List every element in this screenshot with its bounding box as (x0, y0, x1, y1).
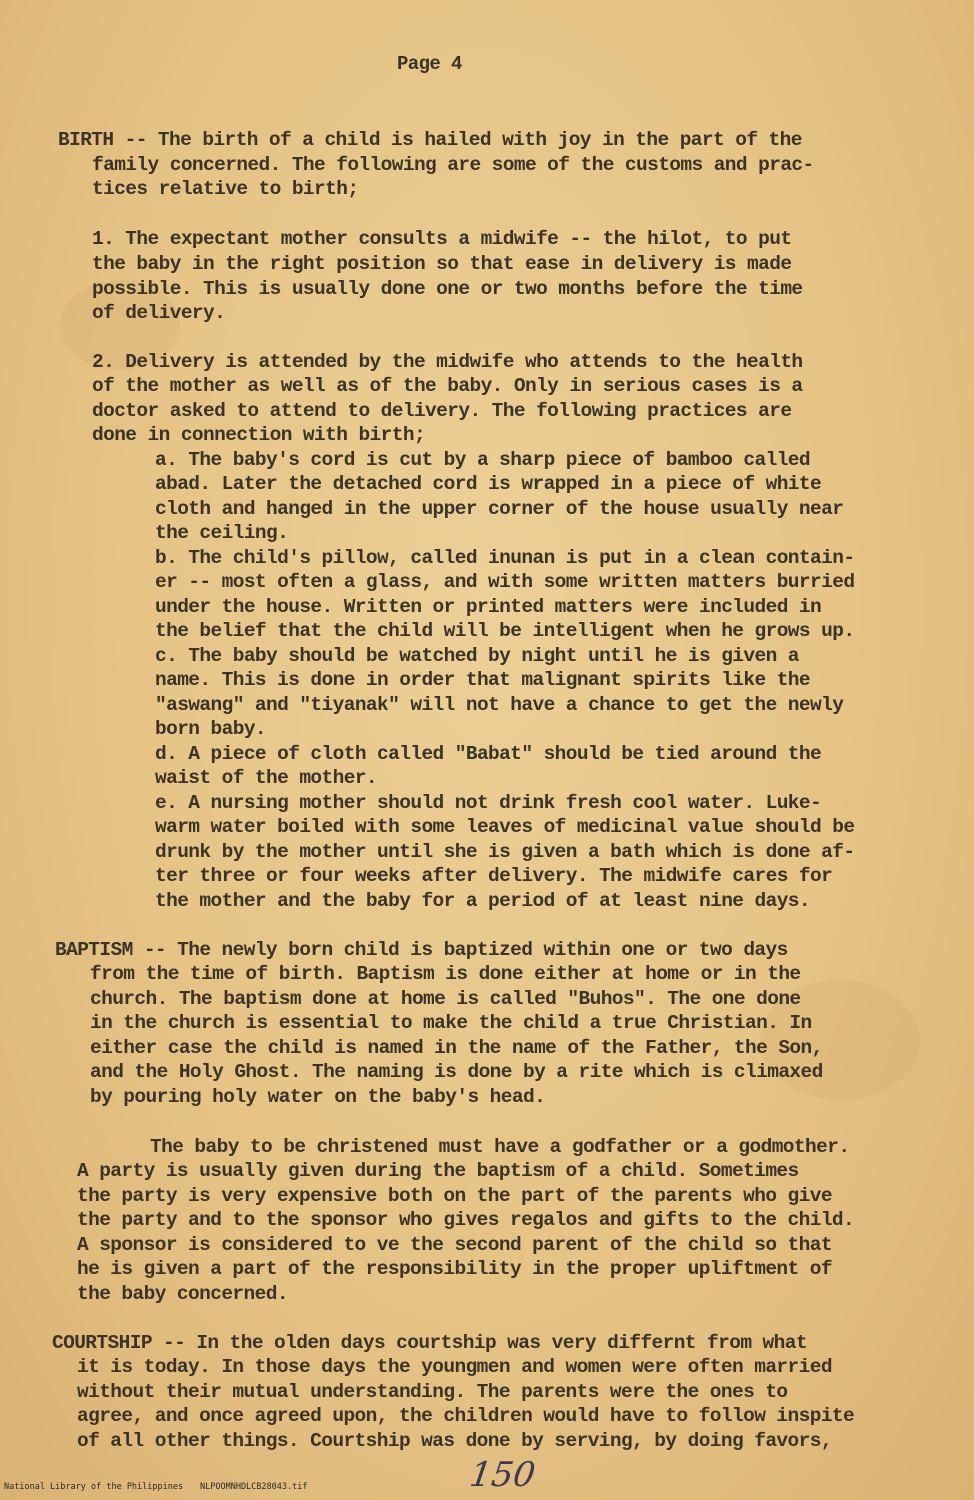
birth-item1-line: 1. The expectant mother consults a midwife -- the hilot, to put (92, 228, 792, 250)
birth-sub-e-line: warm water boiled with some leaves of medicinal value should be (155, 816, 855, 838)
baptism-para2-line: A sponsor is considered to ve the second parent of the child so that (77, 1234, 832, 1256)
birth-sub-d-line: d. A piece of cloth called "Babat" should be tied around the (155, 743, 822, 765)
baptism-para1-line: by pouring holy water on the baby's head. (90, 1086, 546, 1108)
birth-sub-c-line: name. This is done in order that malignant spirits like the (155, 669, 811, 691)
baptism-para2-line: The baby to be christened must have a godfather or a godmother. (150, 1136, 850, 1158)
birth-intro-line: tices relative to birth; (92, 178, 359, 200)
birth-sub-b-line: under the house. Written or printed matters were included in (155, 596, 822, 618)
birth-sub-a-line: abad. Later the detached cord is wrapped in a piece of white (155, 473, 822, 495)
courtship-para1-line: agree, and once agreed upon, the children would have to follow inspite (77, 1405, 855, 1427)
baptism-para1-line: church. The baptism done at home is called "Buhos". The one done (90, 988, 801, 1010)
birth-item2-line: doctor asked to attend to delivery. The following practices are (92, 400, 792, 422)
birth-sub-e-line: drunk by the mother until she is given a bath which is done af- (155, 841, 855, 863)
baptism-para2-line: the party and to the sponsor who gives regalos and gifts to the child. (77, 1209, 855, 1231)
footer-file-label: NLPOOMNHDLCB28043.tif (200, 1482, 308, 1492)
birth-item2-line: done in connection with birth; (92, 424, 426, 446)
baptism-para1-line: from the time of birth. Baptism is done either at home or in the (90, 963, 801, 985)
birth-sub-e-line: e. A nursing mother should not drink fresh cool water. Luke- (155, 792, 822, 814)
handwritten-page-number: 150 (467, 1455, 538, 1495)
birth-sub-a-line: the ceiling. (155, 522, 289, 544)
birth-sub-c-line: "aswang" and "tiyanak" will not have a chance to get the newly (155, 694, 844, 716)
birth-sub-e-line: the mother and the baby for a period of at least nine days. (155, 890, 811, 912)
birth-sub-b-line: er -- most often a glass, and with some written matters burried (155, 571, 855, 593)
birth-sub-e-line: ter three or four weeks after delivery. The midwife cares for (155, 865, 833, 887)
page-heading: Page 4 (397, 53, 462, 75)
birth-item2-line: of the mother as well as of the baby. Only in serious cases is a (92, 375, 803, 397)
courtship-para1-line: it is today. In those days the youngmen and women were often married (77, 1356, 832, 1378)
baptism-para1-line: in the church is essential to make the child a true Christian. In (90, 1012, 812, 1034)
baptism-para1-line: and the Holy Ghost. The naming is done by a rite which is climaxed (90, 1061, 823, 1083)
baptism-para2-line: he is given a part of the responsibility in the proper upliftment of (77, 1258, 832, 1280)
baptism-para2-line: A party is usually given during the baptism of a child. Sometimes (77, 1160, 799, 1182)
birth-item2-line: 2. Delivery is attended by the midwife who attends to the health (92, 351, 803, 373)
baptism-para2-line: the baby concerned. (77, 1283, 288, 1305)
footer-library-label: National Library of the Philippines (4, 1482, 184, 1492)
birth-sub-b-line: b. The child's pillow, called inunan is put in a clean contain- (155, 547, 855, 569)
birth-sub-c-line: born baby. (155, 718, 267, 740)
birth-intro-line: BIRTH -- The birth of a child is hailed with joy in the part of the (58, 129, 802, 151)
birth-intro-line: family concerned. The following are some of the customs and prac- (92, 154, 814, 176)
baptism-para1-line: either case the child is named in the name of the Father, the Son, (90, 1037, 823, 1059)
birth-item1-line: possible. This is usually done one or two months before the time (92, 278, 803, 300)
birth-sub-d-line: waist of the mother. (155, 767, 378, 789)
courtship-para1-line: of all other things. Courtship was done by serving, by doing favors, (77, 1430, 832, 1452)
birth-sub-c-line: c. The baby should be watched by night until he is given a (155, 645, 799, 667)
courtship-para1-line: COURTSHIP -- In the olden days courtship was very differnt from what (52, 1332, 807, 1354)
birth-sub-a-line: a. The baby's cord is cut by a sharp piece of bamboo called (155, 449, 811, 471)
birth-sub-b-line: the belief that the child will be intelligent when he grows up. (155, 620, 855, 642)
birth-sub-a-line: cloth and hanged in the upper corner of the house usually near (155, 498, 844, 520)
baptism-para1-line: BAPTISM -- The newly born child is baptized within one or two days (55, 939, 788, 961)
courtship-para1-line: without their mutual understanding. The parents were the ones to (77, 1381, 788, 1403)
birth-item1-line: of delivery. (92, 302, 226, 324)
birth-item1-line: the baby in the right position so that ease in delivery is made (92, 253, 792, 275)
baptism-para2-line: the party is very expensive both on the part of the parents who give (77, 1185, 832, 1207)
